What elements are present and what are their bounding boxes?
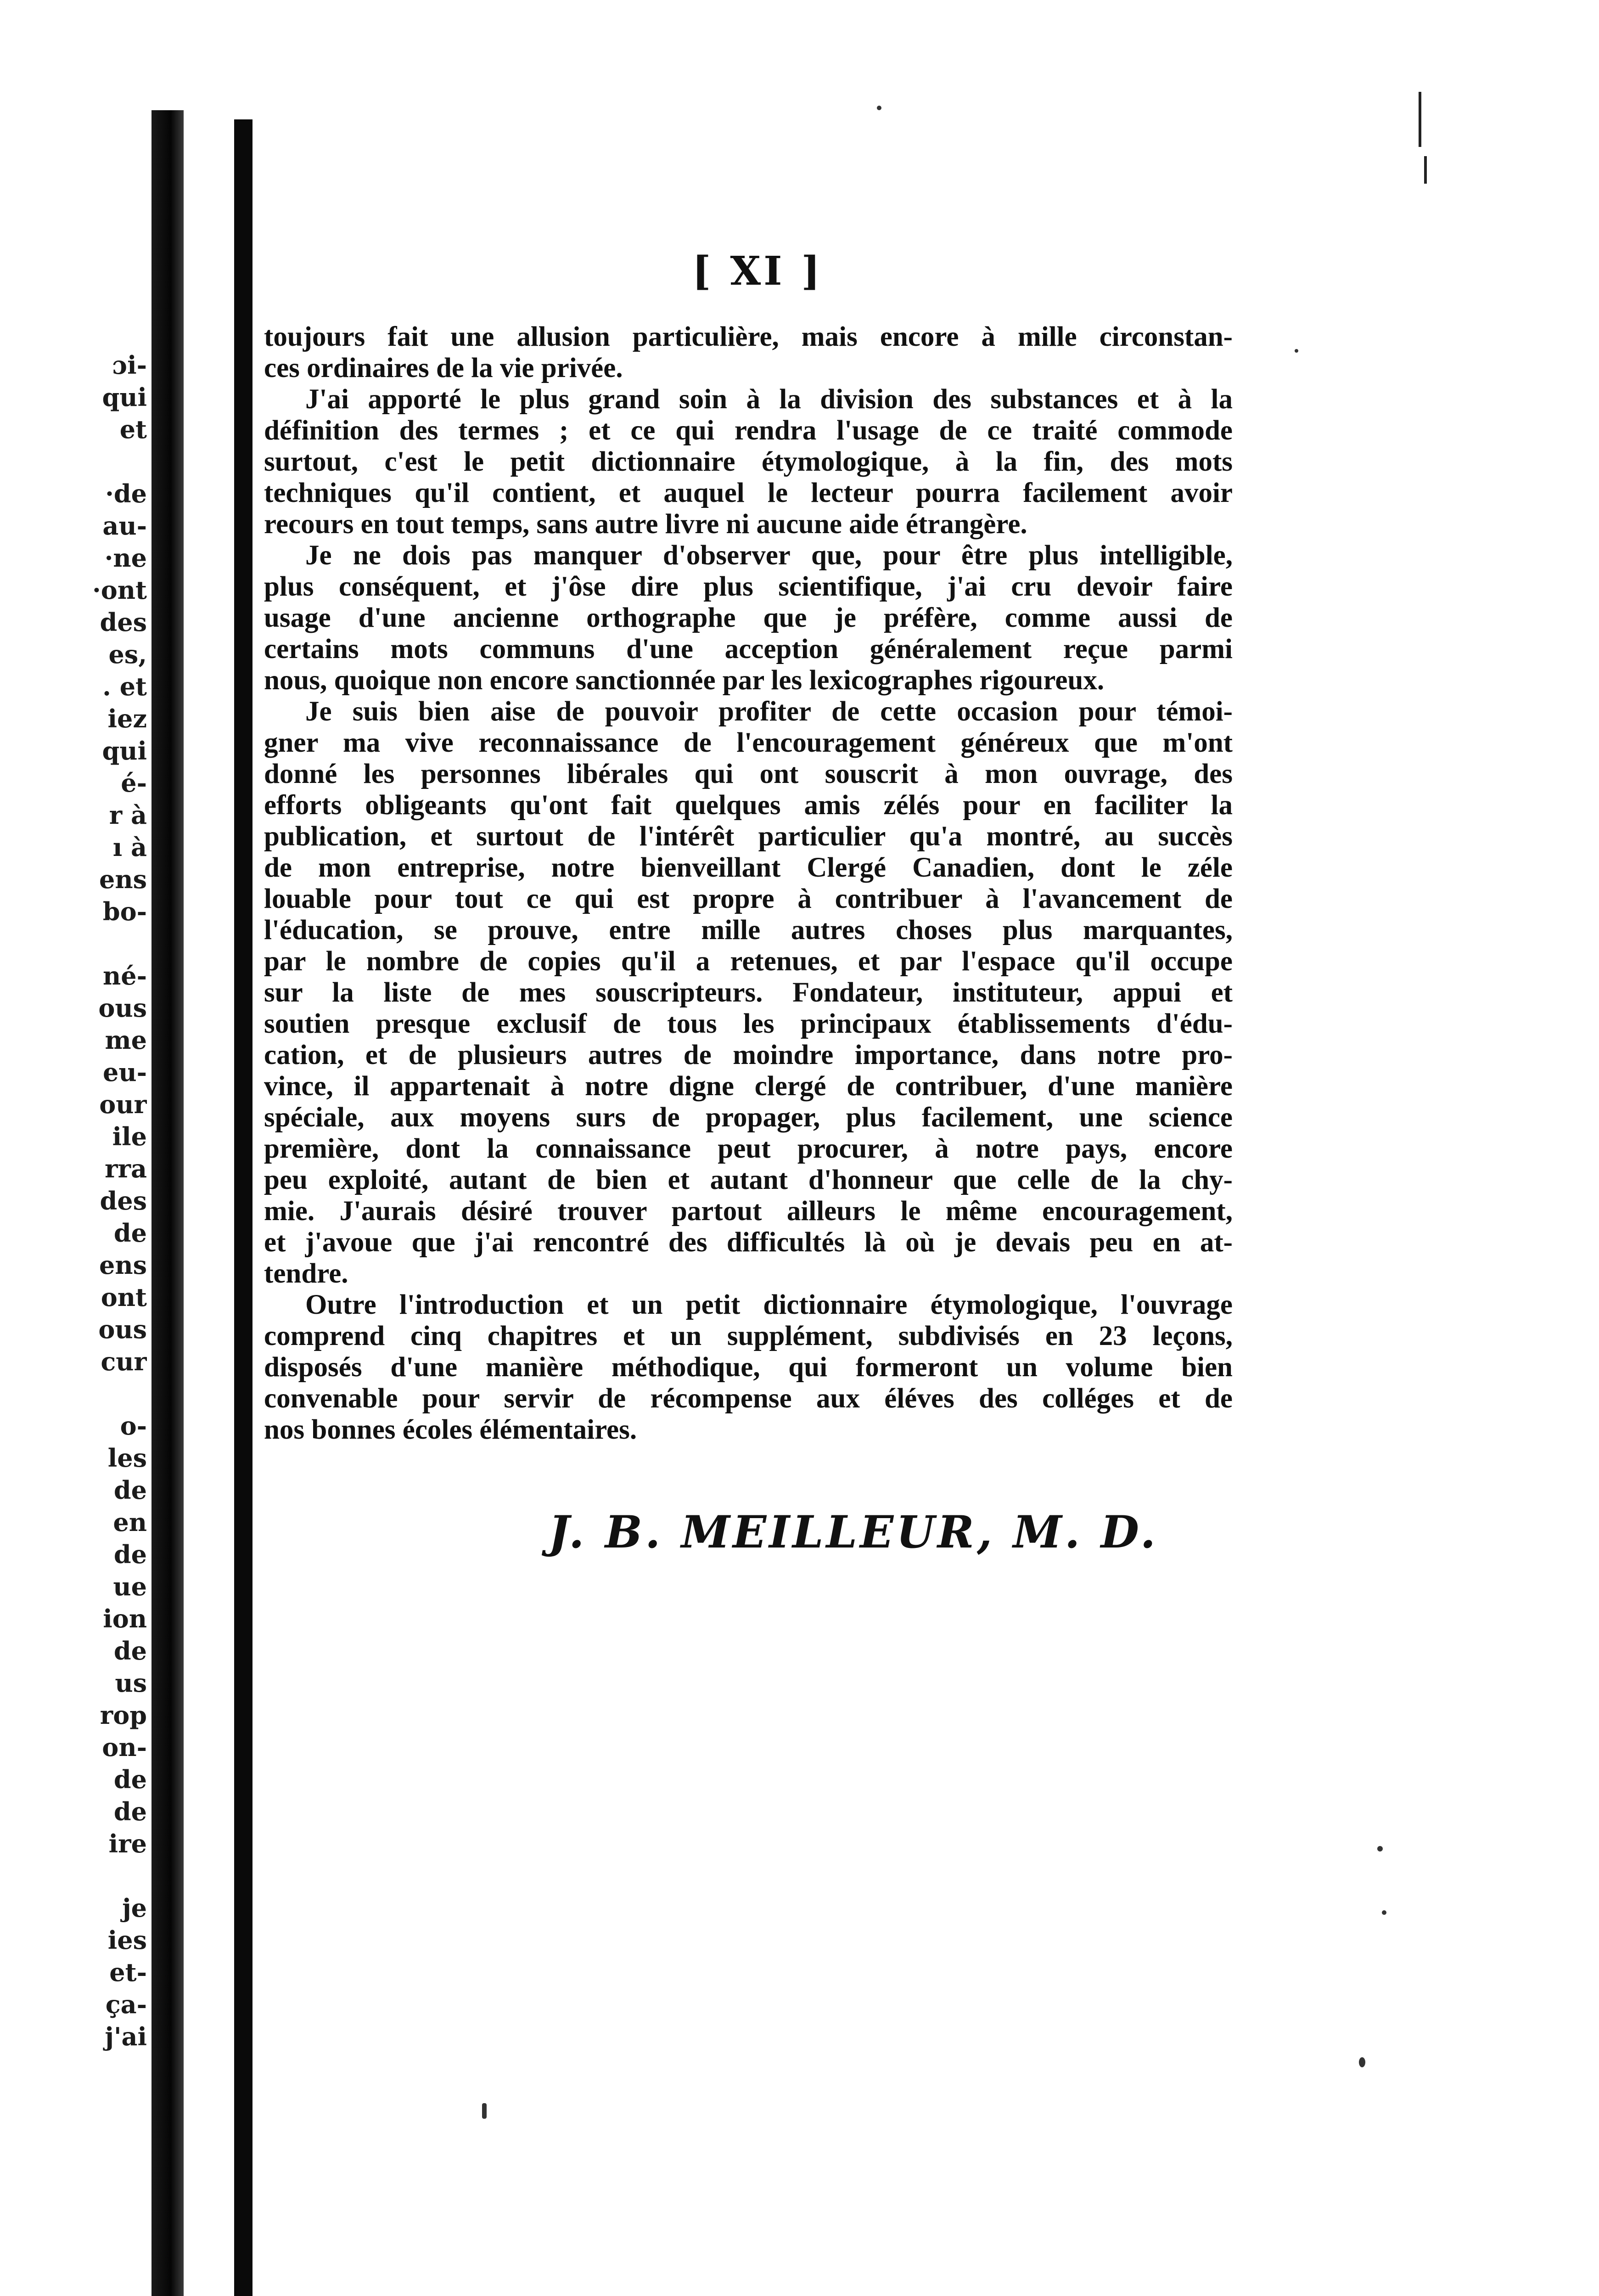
bleed-fragment: né- [102,961,147,990]
bleed-fragment: us [115,1668,147,1698]
bleed-fragment [28,928,147,960]
text-line: mie. J'aurais désiré trouver partout ailleurs le même encouragement, [264,1196,1233,1227]
author-signature: J. B. MEILLEUR, M. D. [549,1506,1159,1558]
bleed-fragment: ies [107,1925,147,1955]
bleed-fragment: en [113,1508,147,1537]
text-line: soutien presque exclusif de tous les principaux établissements d'édu- [264,1008,1233,1039]
text-line: plus conséquent, et j'ôse dire plus scientifique, j'ai cru devoir faire [264,571,1233,602]
bleed-fragment: ous [98,993,147,1023]
ink-speck [1382,1910,1386,1915]
text-line: Je suis bien aise de pouvoir profiter de cette occasion pour témoi- [305,696,1233,727]
text-line: vince, il appartenait à notre digne clergé de contribuer, d'une manière [264,1071,1233,1102]
bleed-fragment: de [113,1636,147,1666]
text-line: définition des termes ; et ce qui rendra l'usage de ce traité commode [264,415,1233,446]
bleed-fragment: des [100,608,147,637]
facing-page-bleed-through [28,349,147,2278]
bleed-fragment: ça- [105,1990,147,2019]
text-line: comprend cinq chapitres et un supplément, subdivisés en 23 leçons, [264,1321,1233,1351]
bleed-fragment: é- [121,768,147,798]
text-line: louable pour tout ce qui est propre à contribuer à l'avancement de [264,884,1233,914]
text-line: et j'avoue que j'ai rencontré des difficultés là où je devais peu en at- [264,1227,1233,1258]
text-line: convenable pour servir de récompense aux éléves des colléges et de [264,1383,1233,1414]
text-line: nos bonnes écoles élémentaires. [264,1414,637,1445]
text-line: J'ai apporté le plus grand soin à la division des substances et à la [305,384,1233,415]
text-line: toujours fait une allusion particulière, mais encore à mille circonstan- [264,321,1233,352]
text-line: donné les personnes libérales qui ont souscrit à mon ouvrage, des [264,759,1233,789]
text-line: première, dont la connaissance peut procurer, à notre pays, encore [264,1133,1233,1164]
ink-speck [1359,2057,1365,2067]
bleed-fragment: ı à [112,833,147,862]
text-line: surtout, c'est le petit dictionnaire étymologique, à la fin, des mots [264,446,1233,477]
bleed-fragment: les [107,1443,147,1473]
text-line: gner ma vive reconnaissance de l'encouragement généreux que m'ont [264,727,1233,758]
bleed-fragment: de [113,1797,147,1826]
text-line: efforts obligeants qu'ont fait quelques amis zélés pour en faciliter la [264,790,1233,821]
ink-speck [1295,349,1298,353]
bleed-fragment: r à [109,800,147,830]
text-line: nous, quoique non encore sanctionnée par les lexicographes rigoureux. [264,665,1105,696]
bleed-fragment: de [113,1475,147,1505]
text-line: certains mots communs d'une acception généralement reçue parmi [264,634,1233,664]
bleed-fragment: ue [113,1572,147,1601]
text-line: techniques qu'il contient, et auquel le lecteur pourra facilement avoir [264,478,1233,508]
bleed-fragment: ens [99,865,147,894]
bleed-fragment: ɔi- [112,350,147,380]
bleed-fragment: our [99,1090,147,1119]
ink-speck [1377,1846,1383,1851]
bleed-fragment: rra [105,1154,147,1183]
bleed-fragment: o- [120,1411,147,1441]
text-line: de mon entreprise, notre bienveillant Clergé Canadien, dont le zéle [264,852,1233,883]
bleed-fragment: eu- [102,1058,147,1087]
text-line: cation, et de plusieurs autres de moindre importance, dans notre pro- [264,1040,1233,1070]
ink-speck [482,2103,487,2119]
body-text [264,321,1233,1446]
text-line: par le nombre de copies qu'il a retenues, et par l'espace qu'il occupe [264,946,1233,977]
bleed-fragment: ont [101,1283,147,1312]
binding-edge [234,119,252,2296]
bleed-fragment: on- [102,1733,147,1762]
bleed-fragment [28,1378,147,1410]
bleed-fragment: rop [100,1700,147,1730]
right-page-edge [1419,64,1446,2296]
bleed-fragment: me [105,1025,147,1055]
text-line: Outre l'introduction et un petit dictionnaire étymologique, l'ouvrage [305,1289,1233,1320]
text-line: spéciale, aux moyens surs de propager, plus facilement, une science [264,1102,1233,1133]
page-number: [ XI ] [692,248,823,294]
bleed-fragment: qui [102,736,147,765]
text-line: usage d'une ancienne orthographe que je préfère, comme aussi de [264,602,1233,633]
bleed-fragment: . et [102,672,147,701]
bleed-fragment: des [100,1186,147,1216]
bleed-fragment: ·de [105,479,147,508]
text-line: peu exploité, autant de bien et autant d'honneur que celle de la chy- [264,1165,1233,1195]
bleed-fragment: ens [99,1250,147,1280]
text-line: disposés d'une manière méthodique, qui formeront un volume bien [264,1352,1233,1383]
text-line: Je ne dois pas manquer d'observer que, pour être plus intelligible, [305,540,1233,571]
bleed-fragment: de [113,1765,147,1794]
text-line: sur la liste de mes souscripteurs. Fondateur, instituteur, appui et [264,977,1233,1008]
text-line: l'éducation, se prouve, entre mille autres choses plus marquantes, [264,915,1233,945]
bleed-fragment: ·ne [104,543,147,573]
bleed-fragment: cur [101,1347,147,1376]
binding-shadow [151,110,184,2296]
bleed-fragment: de [113,1540,147,1569]
bleed-fragment: es, [108,640,147,669]
bleed-fragment: ion [103,1604,147,1633]
bleed-fragment: ·ont [92,575,147,605]
bleed-fragment: ous [98,1315,147,1344]
bleed-fragment: iez [107,704,147,733]
bleed-fragment: au- [102,511,147,540]
text-line: recours en tout temps, sans autre livre ni aucune aide étrangère. [264,509,1027,540]
text-line: publication, et surtout de l'intérêt particulier qu'a montré, au succès [264,821,1233,852]
bleed-fragment: et- [109,1958,147,1987]
bleed-fragment: et [119,415,147,444]
bleed-fragment: ile [112,1122,147,1151]
bleed-fragment: ire [108,1829,147,1858]
bleed-fragment: j'ai [105,2022,147,2051]
text-line: tendre. [264,1258,348,1289]
bleed-fragment: je [122,1893,147,1923]
ink-speck [877,106,881,110]
bleed-fragment: de [113,1218,147,1248]
bleed-fragment [28,1860,147,1892]
text-line: ces ordinaires de la vie privée. [264,353,623,383]
bleed-fragment: qui [102,383,147,412]
bleed-fragment: bo- [102,897,147,926]
bleed-fragment [28,445,147,478]
